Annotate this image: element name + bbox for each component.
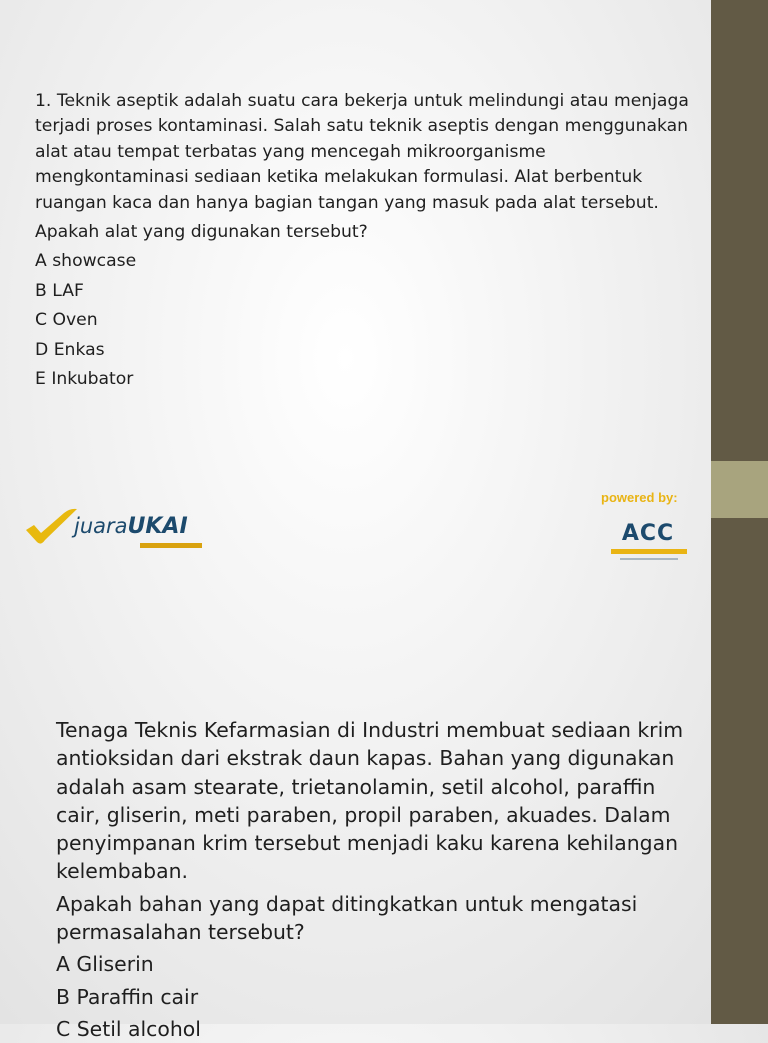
question-1-option-b: B LAF (35, 280, 84, 301)
question-2-option-c: C Setil alcohol (56, 1016, 201, 1041)
juaraukai-logo (24, 504, 214, 556)
sidebar-accent-block (711, 461, 768, 518)
question-1-option-c: C Oven (35, 310, 98, 331)
question-2-option-b: B Paraffin cair (56, 984, 199, 1009)
acc-logo-text: ACC (621, 521, 675, 546)
question-1-option-a: A showcase (35, 251, 137, 272)
question-1-option-e: E Inkubator (35, 369, 134, 390)
question-1 (35, 89, 695, 393)
juaraukai-wordmark (74, 514, 188, 539)
logo-tagline-bar (140, 543, 202, 548)
checkmark-icon (24, 504, 80, 548)
acc-logo (608, 518, 690, 564)
acc-logo-bar (611, 549, 687, 554)
question-2-prompt: Apakah bahan yang dapat ditingkatkan untuk mengatasi permasalahan tersebut? (56, 891, 638, 945)
logo-text-juara: juara (74, 514, 128, 538)
question-2-option-a: A Gliserin (56, 952, 154, 977)
question-1-stem: 1. Teknik aseptik adalah suatu cara bekerja untuk melindungi atau menjaga terjadi proses kontaminasi. Salah satu teknik aseptis dengan menggunakan alat atau tempat terbatas yang mencegah mikroorganisme mengkontaminasi sediaan ketika melakukan formulasi. Alat berbentuk ruangan kaca dan hanya bagian tangan yang masuk pada alat tersebut. (35, 91, 689, 213)
question-1-option-d: D Enkas (35, 339, 105, 360)
question-2 (56, 716, 696, 1043)
powered-by-label: powered by: (601, 490, 678, 505)
question-2-stem: Tenaga Teknis Kefarmasian di Industri membuat sediaan krim antioksidan dari ekstrak daun kapas. Bahan yang digunakan adalah asam stearate, trietanolamin, setil alcohol, paraffin cair, gliserin, meti paraben, propil paraben, akuades. Dalam penyimpanan krim tersebut menjadi kaku karena kehilangan kelembaban. (56, 718, 684, 884)
logo-text-ukai: UKAI (127, 514, 188, 539)
acc-logo-subline (620, 558, 678, 560)
question-1-prompt: Apakah alat yang digunakan tersebut? (35, 222, 368, 243)
